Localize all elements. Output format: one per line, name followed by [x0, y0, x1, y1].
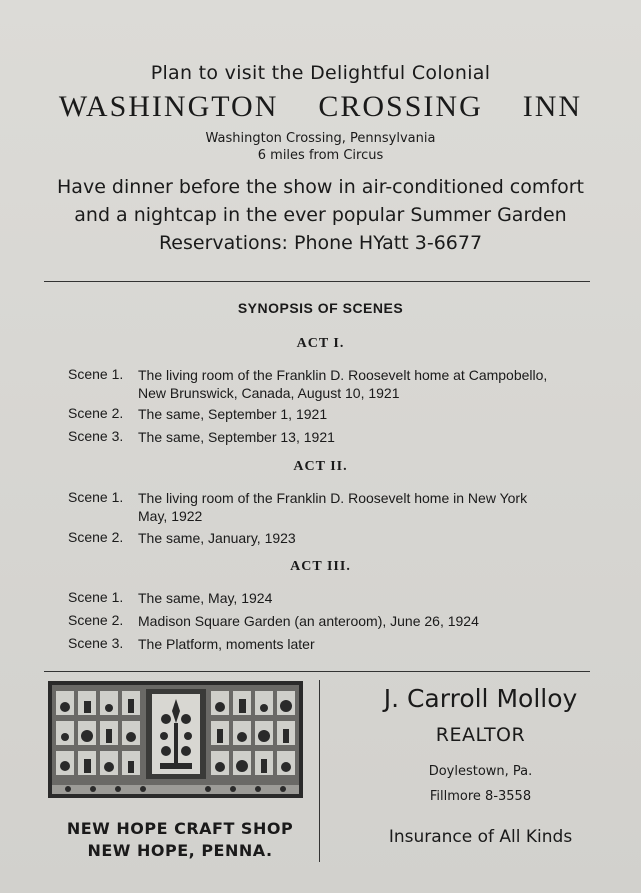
realtor-town: Doylestown, Pa. [428, 764, 533, 779]
scene-label: Scene 3. [68, 635, 124, 651]
scene-row [68, 635, 315, 652]
scene-label: Scene 2. [68, 529, 124, 545]
craft-shop-line-2: NEW HOPE, PENNA. [87, 841, 273, 860]
scene-line: May, 1922 [138, 508, 203, 524]
scene-description [138, 489, 527, 525]
scene-line: The same, September 1, 1921 [138, 406, 328, 422]
scene-row [68, 612, 479, 629]
craft-shop-name [30, 818, 330, 862]
inn-intro: Plan to visit the Delightful Colonial [150, 62, 491, 84]
act-heading: ACT III. [290, 559, 351, 574]
scene-line: New Brunswick, Canada, August 10, 1921 [138, 385, 400, 401]
craft-shop-line-1: NEW HOPE CRAFT SHOP [66, 819, 294, 838]
scene-row [68, 489, 528, 524]
inn-distance: 6 miles from Circus [257, 148, 384, 163]
scene-label: Scene 1. [68, 366, 124, 382]
synopsis-heading: SYNOPSIS OF SCENES [237, 300, 404, 316]
scene-line: The Platform, moments later [138, 636, 315, 652]
scene-description [138, 366, 547, 402]
inn-name-word: WASHINGTON [58, 90, 279, 123]
scene-row [68, 405, 328, 422]
inn-advertisement [0, 62, 641, 257]
divider-top [44, 281, 590, 282]
scene-label: Scene 3. [68, 428, 124, 444]
scene-row [68, 428, 335, 445]
realtor-tagline: Insurance of All Kinds [388, 827, 573, 847]
scene-line: The same, January, 1923 [138, 530, 296, 546]
scene-label: Scene 1. [68, 589, 124, 605]
inn-name [0, 90, 641, 124]
scene-row [68, 366, 548, 401]
inn-pitch-2: and a nightcap in the ever popular Summer Garden [74, 204, 567, 226]
realtor-title: REALTOR [435, 724, 526, 746]
inn-pitch-1: Have dinner before the show in air-conditioned comfort [57, 176, 584, 198]
scene-line: The same, September 13, 1921 [138, 429, 335, 445]
synopsis-title [0, 300, 641, 316]
divider-bottom [44, 671, 590, 672]
scene-line: The living room of the Franklin D. Roosevelt home in New York [138, 490, 528, 506]
inn-location: Washington Crossing, Pennsylvania [205, 131, 436, 146]
scene-line: The same, May, 1924 [138, 590, 273, 606]
scene-line: Madison Square Garden (an anteroom), June 26, 1924 [138, 613, 479, 629]
scene-row [68, 589, 273, 606]
act-heading: ACT II. [293, 459, 348, 474]
realtor-name: J. Carroll Molloy [383, 684, 578, 713]
scene-label: Scene 1. [68, 489, 124, 505]
act-heading: ACT I. [296, 336, 345, 351]
realtor-phone: Fillmore 8-3558 [429, 789, 532, 804]
inn-reservations: Reservations: Phone HYatt 3-6677 [158, 232, 483, 254]
inn-name-word: INN [522, 90, 583, 123]
craft-shop-shelf-illustration [48, 681, 303, 798]
scene-label: Scene 2. [68, 405, 124, 421]
scene-line: The living room of the Franklin D. Roosevelt home at Campobello, [138, 367, 548, 383]
inn-name-word: CROSSING [318, 90, 483, 123]
scene-label: Scene 2. [68, 612, 124, 628]
scene-row [68, 529, 296, 546]
